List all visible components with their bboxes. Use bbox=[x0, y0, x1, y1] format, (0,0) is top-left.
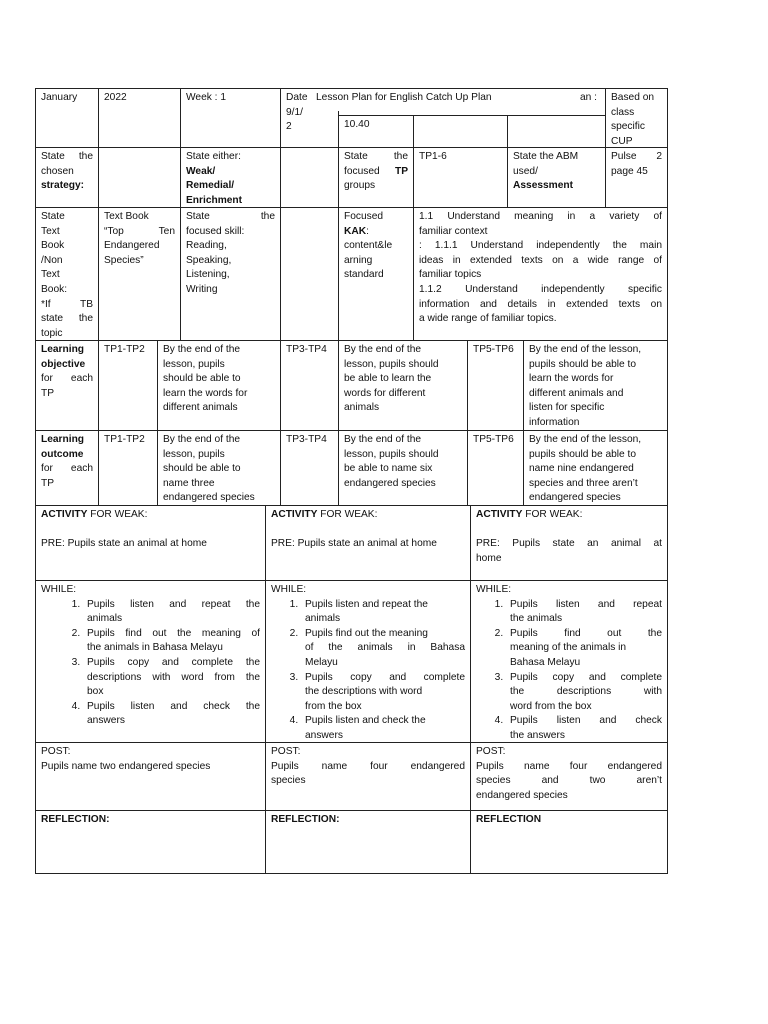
objective-line: listen for specific bbox=[529, 402, 605, 414]
objective-label-cell bbox=[36, 341, 98, 403]
while-step: 2. Pupils find out the meaning of the animals in Bahasa Melayu bbox=[301, 627, 465, 671]
while-step: 1. Pupils listen and repeat the animals bbox=[83, 598, 260, 627]
outcome-line: lesson, pupils bbox=[163, 448, 225, 460]
objective-tp bbox=[468, 341, 523, 360]
outcome-tp bbox=[468, 431, 523, 450]
outcome-tp bbox=[281, 431, 338, 450]
objective-label-a: Learning bbox=[41, 344, 85, 355]
objective-line: By the end of the bbox=[163, 344, 241, 355]
textbook-line: Endangered bbox=[104, 240, 160, 252]
post-col3 bbox=[471, 743, 667, 805]
abm-a: State the ABM bbox=[513, 151, 579, 162]
kak-label-a: Focused bbox=[344, 211, 384, 222]
while-step: 3. Pupils copy and complete the descriptions with word from the box bbox=[301, 671, 465, 715]
focused-tp-a: State the bbox=[344, 151, 408, 162]
post-text: endangered species bbox=[476, 789, 568, 801]
outcome-line: By the end of the bbox=[163, 434, 241, 445]
activity-heading-rest: FOR WEAK: bbox=[87, 509, 148, 520]
reflection-col1 bbox=[36, 811, 265, 830]
textbook-cell bbox=[99, 208, 180, 270]
time: 10.40 bbox=[344, 119, 370, 130]
outcome-label-b: outcome bbox=[41, 448, 84, 460]
option-enrichment: Enrichment bbox=[186, 194, 243, 206]
outcome-line: endangered species bbox=[163, 492, 255, 504]
activity-heading-rest: FOR WEAK: bbox=[522, 509, 583, 520]
abm-cell bbox=[508, 148, 605, 196]
skill-line: Writing bbox=[186, 283, 218, 295]
while-step: 3. Pupils copy and complete the descriptions with word from the box bbox=[506, 671, 662, 715]
kak-label-b: KAK bbox=[344, 225, 367, 237]
reflection-col3 bbox=[471, 811, 667, 830]
tp-label: TP3-TP4 bbox=[286, 344, 327, 355]
strategy-label-cell bbox=[36, 148, 98, 196]
focused-tp-c: TP bbox=[394, 165, 408, 177]
pulse-b: page 45 bbox=[611, 165, 648, 177]
standard-line: 1.1.2 Understand independently specific bbox=[419, 283, 662, 295]
option-weak: Weak/ bbox=[186, 165, 216, 177]
text-label-line: /Non bbox=[41, 254, 63, 266]
pre-text-line2: home bbox=[476, 552, 502, 564]
outcome-line: lesson, pupils should bbox=[344, 448, 439, 460]
activity-weak-col2 bbox=[266, 506, 470, 554]
tp-label: TP1-TP2 bbox=[104, 344, 145, 355]
standard-line: : 1.1.1 Understand independently the main bbox=[419, 240, 662, 252]
objective-tp bbox=[281, 341, 338, 360]
activity-heading: ACTIVITY bbox=[41, 509, 88, 520]
outcome-line: species and three aren’t bbox=[529, 477, 638, 489]
reflection-label: REFLECTION bbox=[476, 814, 542, 825]
post-label: POST: bbox=[476, 746, 506, 757]
objective-line: learn the words for bbox=[529, 373, 614, 385]
standard-line: information and details in extended texts on bbox=[419, 298, 662, 310]
textbook-line: “Top Ten bbox=[104, 225, 175, 237]
skill-line: State the bbox=[186, 211, 275, 222]
based-on-line: CUP bbox=[611, 135, 633, 147]
standards-cell bbox=[414, 208, 667, 329]
kak-label-c: : bbox=[366, 225, 369, 237]
objective-line: pupils should be able to bbox=[529, 358, 637, 370]
post-label: POST: bbox=[41, 746, 71, 757]
while-col3 bbox=[471, 581, 667, 746]
state-either-cell bbox=[181, 148, 280, 210]
outcome-label-a: Learning bbox=[41, 434, 85, 445]
objective-line: words for different bbox=[344, 387, 426, 399]
text-label-line: Text bbox=[41, 269, 60, 281]
while-col1 bbox=[36, 581, 265, 731]
activity-heading: ACTIVITY bbox=[476, 509, 523, 520]
year-cell bbox=[99, 89, 180, 108]
textbook-line: Species” bbox=[104, 254, 144, 266]
while-step: 4. Pupils listen and check the answers bbox=[83, 700, 260, 729]
text-book-label-cell bbox=[36, 208, 98, 343]
strategy-label: State the chosen bbox=[41, 151, 93, 177]
post-col1 bbox=[36, 743, 265, 776]
activity-heading: ACTIVITY bbox=[271, 509, 318, 520]
while-step: 1. Pupils listen and repeat the animals bbox=[301, 598, 465, 627]
kak-label-line: arning bbox=[344, 254, 373, 266]
objective-line: different animals and bbox=[529, 387, 624, 399]
year: 2022 bbox=[104, 92, 127, 103]
objective-line: learn the words for bbox=[163, 387, 248, 399]
text-label-line: state the bbox=[41, 313, 93, 325]
tp-label: TP5-TP6 bbox=[473, 434, 514, 445]
outcome-line: be able to name six bbox=[344, 463, 433, 475]
skill-line: Reading, bbox=[186, 240, 227, 252]
focused-tp-b: focused bbox=[344, 165, 380, 177]
objective-tp bbox=[99, 341, 157, 360]
skill-cell bbox=[181, 208, 280, 300]
while-step: 2. Pupils find out the meaning of the animals in Bahasa Melayu bbox=[83, 627, 260, 656]
focused-tp-d: groups bbox=[344, 180, 376, 192]
week: Week : 1 bbox=[186, 92, 227, 103]
post-text: species and two aren’t bbox=[476, 775, 662, 787]
based-on-line: Based on bbox=[611, 92, 655, 103]
date-value-a: 9/1/ bbox=[286, 106, 303, 118]
objective-text bbox=[158, 341, 280, 418]
outcome-text bbox=[339, 431, 467, 493]
while-step: 4. Pupils listen and check the answers bbox=[301, 714, 465, 743]
outcome-line: endangered species bbox=[529, 492, 621, 504]
post-text: Pupils name four endangered bbox=[271, 760, 465, 772]
skill-line: focused skill: bbox=[186, 225, 245, 237]
activity-weak-col3 bbox=[471, 506, 667, 568]
standard-line: ideas in extended texts on a wide range of bbox=[419, 254, 662, 266]
month: January bbox=[41, 92, 78, 103]
text-label-line: Book bbox=[41, 240, 65, 252]
objective-label-b: objective bbox=[41, 358, 86, 370]
pulse-a: Pulse 2 bbox=[611, 151, 662, 162]
abm-b: used/ bbox=[513, 165, 538, 177]
pre-text: PRE: Pupils state an animal at bbox=[476, 538, 662, 550]
objective-text bbox=[339, 341, 467, 418]
while-step: 2. Pupils find out the meaning of the animals in Bahasa Melayu bbox=[506, 627, 662, 671]
lesson-plan-title: Lesson Plan for English Catch Up Plan bbox=[316, 92, 492, 103]
standard-line: familiar context bbox=[419, 225, 488, 237]
week-cell bbox=[181, 89, 280, 108]
objective-line: be able to learn the bbox=[344, 373, 432, 385]
pre-text: PRE: Pupils state an animal at home bbox=[41, 538, 207, 550]
outcome-line: name three bbox=[163, 477, 215, 489]
objective-line: should be able to bbox=[163, 373, 241, 385]
while-list bbox=[476, 598, 662, 744]
reflection-label: REFLECTION: bbox=[41, 814, 110, 825]
outcome-line: should be able to bbox=[163, 463, 241, 475]
outcome-text bbox=[158, 431, 280, 508]
based-on-line: specific bbox=[611, 121, 645, 133]
standard-line: familiar topics bbox=[419, 269, 482, 281]
objective-line: By the end of the bbox=[344, 344, 422, 355]
while-list bbox=[41, 598, 260, 729]
outcome-line: By the end of the bbox=[344, 434, 422, 445]
objective-text bbox=[524, 341, 667, 433]
while-step: 1. Pupils listen and repeat the animals bbox=[506, 598, 662, 627]
pre-text: PRE: Pupils state an animal at home bbox=[271, 538, 437, 550]
while-list bbox=[271, 598, 465, 744]
objective-line: lesson, pupils should bbox=[344, 358, 439, 370]
strategy-label-bold: strategy: bbox=[41, 180, 85, 192]
objective-line: information bbox=[529, 416, 580, 428]
plan-label: an : bbox=[580, 92, 597, 103]
objective-line: By the end of the lesson, bbox=[529, 344, 642, 355]
outcome-text bbox=[524, 431, 667, 508]
post-text: Pupils name two endangered species bbox=[41, 760, 211, 772]
while-label: WHILE: bbox=[476, 584, 512, 595]
tp-label: TP3-TP4 bbox=[286, 434, 327, 445]
while-col2 bbox=[266, 581, 470, 746]
time-cell bbox=[339, 116, 413, 135]
objective-line: lesson, pupils bbox=[163, 358, 225, 370]
standard-line: a wide range of familiar topics. bbox=[419, 313, 557, 325]
post-text: Pupils name four endangered bbox=[476, 760, 662, 772]
while-step: 3. Pupils copy and complete the descriptions with word from the box bbox=[83, 656, 260, 700]
post-text: species bbox=[271, 775, 306, 787]
date-label: Date bbox=[286, 92, 308, 103]
textbook-line: Text Book bbox=[104, 211, 149, 222]
abm-c: Assessment bbox=[513, 180, 574, 192]
kak-label-line: standard bbox=[344, 269, 384, 281]
text-label-line: topic bbox=[41, 327, 63, 339]
skill-line: Listening, bbox=[186, 269, 230, 281]
tp-label: TP5-TP6 bbox=[473, 344, 514, 355]
post-label: POST: bbox=[271, 746, 301, 757]
text-label-line: Book: bbox=[41, 283, 68, 295]
tp-range: TP1-6 bbox=[419, 151, 447, 162]
outcome-label-cell bbox=[36, 431, 98, 493]
date-value-b: 2 bbox=[286, 121, 292, 133]
text-label-line: Text bbox=[41, 225, 60, 237]
kak-label-cell bbox=[339, 208, 413, 285]
state-either: State either: bbox=[186, 151, 241, 162]
text-label-line: *If TB bbox=[41, 298, 93, 310]
post-col2 bbox=[266, 743, 470, 791]
objective-label-c: for each bbox=[41, 373, 93, 385]
tp-range-cell bbox=[414, 148, 507, 167]
outcome-line: By the end of the lesson, bbox=[529, 434, 642, 445]
text-label-line: State bbox=[41, 211, 65, 222]
activity-weak-col1 bbox=[36, 506, 265, 554]
month-cell bbox=[36, 89, 98, 108]
objective-line: different animals bbox=[163, 402, 238, 414]
option-remedial: Remedial/ bbox=[186, 180, 235, 192]
based-on-cell bbox=[606, 89, 667, 151]
reflection-label: REFLECTION: bbox=[271, 814, 340, 825]
based-on-line: class bbox=[611, 106, 635, 118]
focused-tp-cell bbox=[339, 148, 413, 196]
outcome-label-d: TP bbox=[41, 477, 55, 489]
tp-label: TP1-TP2 bbox=[104, 434, 145, 445]
activity-heading-rest: FOR WEAK: bbox=[317, 509, 378, 520]
standard-line: 1.1 Understand meaning in a variety of bbox=[419, 211, 662, 222]
outcome-line: pupils should be able to bbox=[529, 448, 637, 460]
outcome-label-c: for each bbox=[41, 463, 93, 475]
objective-line: animals bbox=[344, 402, 380, 414]
kak-label-line: content&le bbox=[344, 240, 393, 252]
pulse-cell bbox=[606, 148, 667, 181]
outcome-line: endangered species bbox=[344, 477, 436, 489]
while-label: WHILE: bbox=[41, 584, 77, 595]
while-label: WHILE: bbox=[271, 584, 307, 595]
skill-line: Speaking, bbox=[186, 254, 232, 266]
objective-label-d: TP bbox=[41, 387, 55, 399]
while-step: 4. Pupils listen and check the answers bbox=[506, 714, 662, 743]
outcome-line: name nine endangered bbox=[529, 463, 634, 475]
outcome-tp bbox=[99, 431, 157, 450]
reflection-col2 bbox=[266, 811, 470, 830]
